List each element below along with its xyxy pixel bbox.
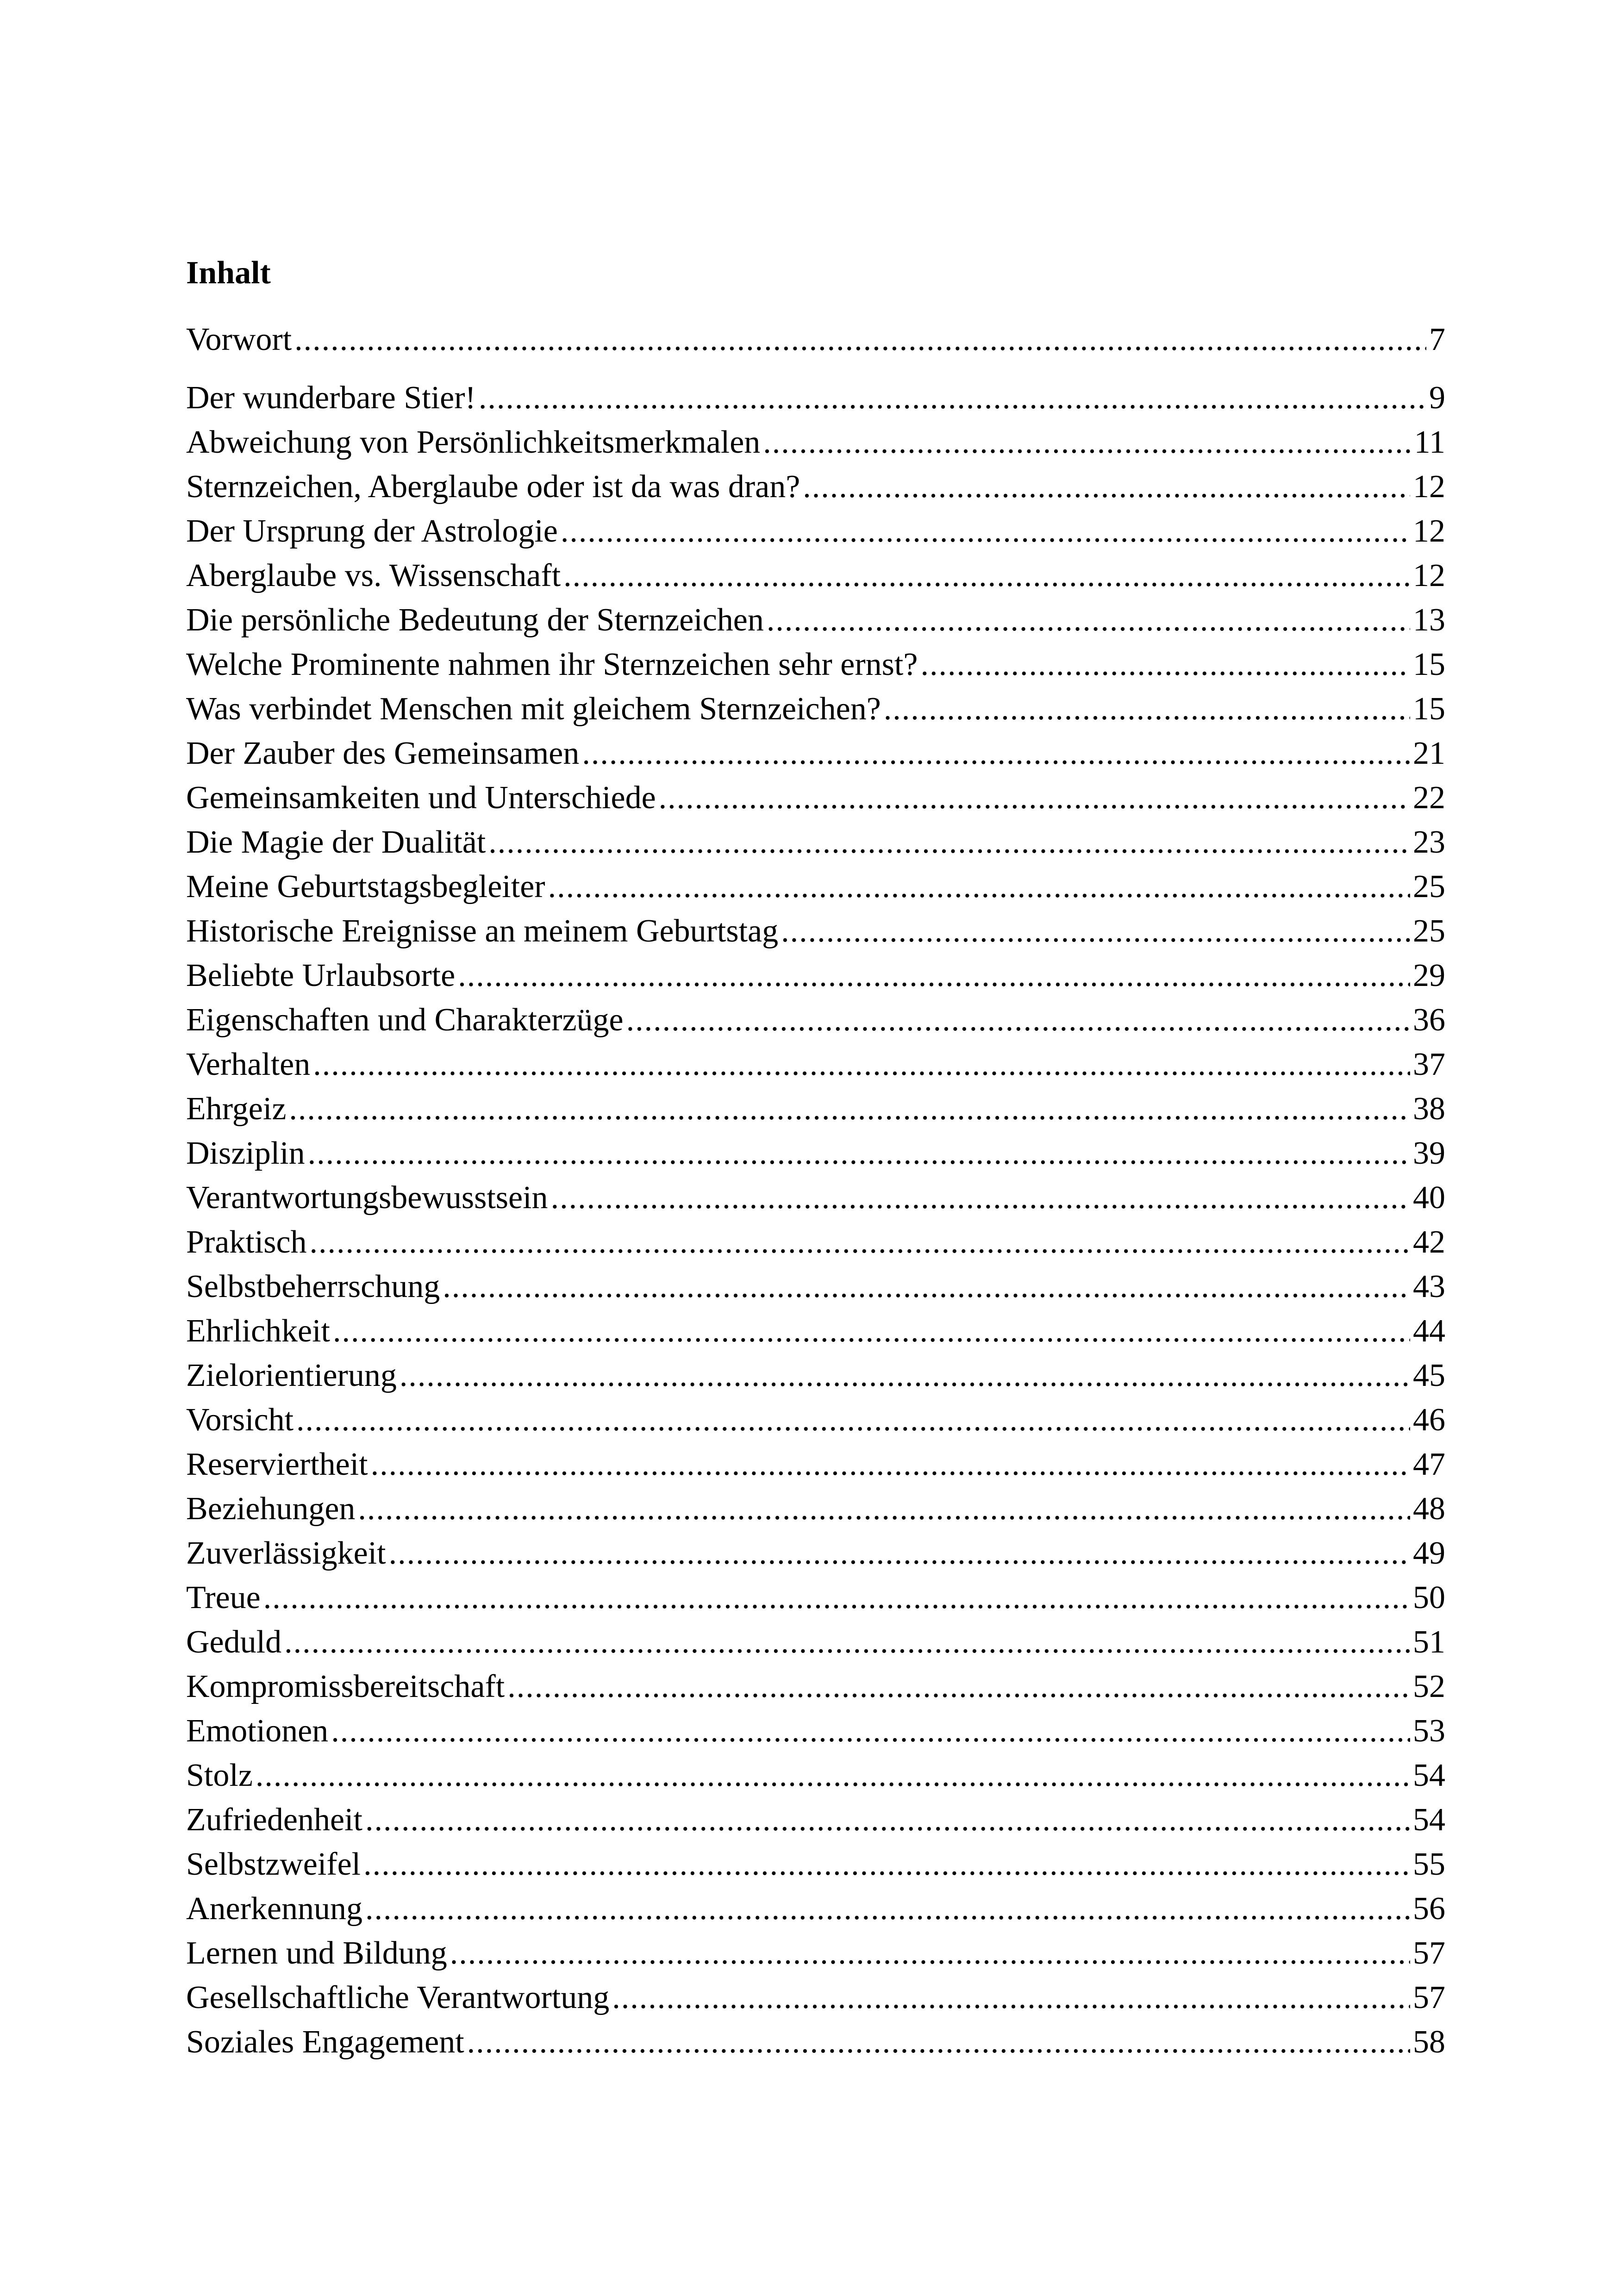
toc-entry-label: Welche Prominente nahmen ihr Sternzeichen sehr ernst?	[186, 647, 918, 682]
toc-entry-page-number: 40	[1413, 1180, 1445, 1216]
toc-entry-page-number: 54	[1413, 1758, 1445, 1793]
toc-entry[interactable]	[186, 2020, 1445, 2064]
dot-leader	[331, 1709, 1410, 1753]
dot-leader	[582, 731, 1410, 776]
toc-entry-page-number: 43	[1413, 1269, 1445, 1304]
toc-entry[interactable]	[186, 1531, 1445, 1576]
toc-entry[interactable]	[186, 776, 1445, 820]
toc-entry-label: Historische Ereignisse an meinem Geburtstag	[186, 913, 779, 949]
dot-leader	[313, 1042, 1410, 1087]
toc-entry[interactable]	[186, 1842, 1445, 1887]
dot-leader	[612, 1976, 1410, 2020]
dot-leader	[659, 776, 1410, 820]
toc-entry-label: Vorsicht	[186, 1402, 294, 1438]
toc-entry-page-number: 45	[1413, 1358, 1445, 1393]
toc-entry[interactable]	[186, 909, 1445, 954]
dot-leader	[763, 420, 1411, 465]
toc-entry-label: Ehrlichkeit	[186, 1313, 331, 1349]
dot-leader	[507, 1665, 1410, 1709]
toc-entry[interactable]	[186, 1798, 1445, 1842]
toc-entry[interactable]	[186, 687, 1445, 731]
toc-entry[interactable]	[186, 318, 1445, 362]
dot-leader	[284, 1620, 1410, 1665]
toc-entry-label: Lernen und Bildung	[186, 1935, 447, 1971]
toc-entry[interactable]	[186, 865, 1445, 909]
toc-entry-label: Meine Geburtstagsbegleiter	[186, 869, 545, 904]
dot-leader	[365, 1798, 1410, 1842]
toc-entry[interactable]	[186, 554, 1445, 598]
dot-leader	[488, 820, 1410, 865]
toc-entry-label: Zielorientierung	[186, 1358, 397, 1393]
toc-entry-label: Kompromissbereitschaft	[186, 1669, 505, 1704]
toc-entry-label: Zuverlässigkeit	[186, 1535, 386, 1571]
dot-leader	[443, 1265, 1410, 1309]
dot-leader	[458, 954, 1410, 998]
toc-entry[interactable]	[186, 376, 1445, 420]
toc-entry-label: Gesellschaftliche Verantwortung	[186, 1980, 610, 2015]
toc-entry[interactable]	[186, 1087, 1445, 1131]
toc-entry[interactable]	[186, 1665, 1445, 1709]
page-title: Inhalt	[186, 255, 271, 291]
toc-entry-page-number: 55	[1413, 1846, 1445, 1882]
dot-leader	[263, 1576, 1410, 1620]
toc-entry-page-number: 22	[1413, 780, 1445, 816]
toc-entry-page-number: 51	[1413, 1624, 1445, 1660]
toc-entry-page-number: 39	[1413, 1135, 1445, 1171]
toc-entry-page-number: 36	[1413, 1002, 1445, 1038]
toc-entry-label: Was verbindet Menschen mit gleichem Sternzeichen?	[186, 691, 881, 727]
toc-entry-label: Selbstzweifel	[186, 1846, 361, 1882]
toc-entry[interactable]	[186, 420, 1445, 465]
toc-entry[interactable]	[186, 1442, 1445, 1487]
toc-entry-page-number: 29	[1413, 958, 1445, 993]
dot-leader	[389, 1531, 1410, 1576]
toc-entry-label: Treue	[186, 1580, 261, 1615]
dot-leader	[358, 1487, 1410, 1531]
toc-entry-page-number: 12	[1413, 558, 1445, 593]
toc-entry-page-number: 57	[1413, 1935, 1445, 1971]
toc-entry-label: Anerkennung	[186, 1891, 363, 1927]
toc-entry-page-number: 58	[1413, 2024, 1445, 2060]
toc-entry-page-number: 9	[1429, 380, 1445, 416]
toc-entry-page-number: 56	[1413, 1891, 1445, 1927]
toc-entry-page-number: 46	[1413, 1402, 1445, 1438]
toc-entry-page-number: 7	[1429, 322, 1445, 357]
toc-entry-label: Eigenschaften und Charakterzüge	[186, 1002, 624, 1038]
toc-entry-page-number: 37	[1413, 1047, 1445, 1082]
toc-entry-label: Zufriedenheit	[186, 1802, 362, 1838]
dot-leader	[884, 687, 1410, 731]
toc-entry-label: Beziehungen	[186, 1491, 356, 1527]
toc-entry-page-number: 15	[1413, 691, 1445, 727]
dot-leader	[563, 554, 1410, 598]
toc-entry-page-number: 52	[1413, 1669, 1445, 1704]
dot-leader	[371, 1442, 1410, 1487]
dot-leader	[289, 1087, 1410, 1131]
toc-entry[interactable]	[186, 1176, 1445, 1220]
dot-leader	[450, 1931, 1410, 1976]
dot-leader	[400, 1353, 1410, 1398]
toc-entry-page-number: 48	[1413, 1491, 1445, 1527]
toc-entry[interactable]	[186, 1620, 1445, 1665]
toc-entry-page-number: 13	[1413, 602, 1445, 638]
toc-entry[interactable]	[186, 598, 1445, 642]
toc-entry[interactable]	[186, 1976, 1445, 2020]
toc-entry[interactable]	[186, 1887, 1445, 1931]
toc-entry-label: Ehrgeiz	[186, 1091, 287, 1127]
toc-entry-label: Beliebte Urlaubsorte	[186, 958, 456, 993]
toc-entry[interactable]	[186, 1487, 1445, 1531]
dot-leader	[803, 465, 1410, 509]
toc-entry-label: Gemeinsamkeiten und Unterschiede	[186, 780, 656, 816]
toc-entry-label: Abweichung von Persönlichkeitsmerkmalen	[186, 424, 761, 460]
toc-entry-label: Der Ursprung der Astrologie	[186, 513, 558, 549]
toc-entry[interactable]	[186, 509, 1445, 554]
dot-leader	[308, 1131, 1410, 1176]
toc-entry-page-number: 38	[1413, 1091, 1445, 1127]
toc-entry-page-number: 25	[1413, 869, 1445, 904]
toc-entry-label: Emotionen	[186, 1713, 329, 1749]
toc-entry[interactable]	[186, 1309, 1445, 1353]
toc-entry[interactable]	[186, 1398, 1445, 1442]
toc-entry-page-number: 54	[1413, 1802, 1445, 1838]
toc-entry-page-number: 15	[1413, 647, 1445, 682]
dot-leader	[363, 1842, 1410, 1887]
toc-entry-label: Disziplin	[186, 1135, 305, 1171]
dot-leader	[626, 998, 1410, 1042]
dot-leader	[781, 909, 1410, 954]
toc-entry[interactable]	[186, 1576, 1445, 1620]
dot-leader	[294, 318, 1426, 362]
toc-entry[interactable]	[186, 954, 1445, 998]
toc-entry-page-number: 23	[1413, 824, 1445, 860]
dot-leader	[551, 1176, 1410, 1220]
toc-entry[interactable]	[186, 998, 1445, 1042]
toc-entry[interactable]	[186, 1709, 1445, 1753]
toc-entry-label: Verhalten	[186, 1047, 311, 1082]
toc-entry[interactable]	[186, 465, 1445, 509]
toc-entry-page-number: 21	[1413, 736, 1445, 771]
toc-entry-label: Der wunderbare Stier!	[186, 380, 476, 416]
dot-leader	[561, 509, 1410, 554]
toc-entry[interactable]	[186, 1931, 1445, 1976]
toc-entry-page-number: 12	[1413, 513, 1445, 549]
toc-entry-label: Aberglaube vs. Wissenschaft	[186, 558, 561, 593]
toc-entry-label: Praktisch	[186, 1224, 307, 1260]
toc-entry[interactable]	[186, 1265, 1445, 1309]
dot-leader	[365, 1887, 1410, 1931]
toc-entry[interactable]	[186, 820, 1445, 865]
toc-entry[interactable]	[186, 1220, 1445, 1265]
toc-entry-page-number: 53	[1413, 1713, 1445, 1749]
toc-entry[interactable]	[186, 1353, 1445, 1398]
dot-leader	[767, 598, 1410, 642]
toc-entry-label: Stolz	[186, 1758, 253, 1793]
toc-entry-page-number: 25	[1413, 913, 1445, 949]
toc-entry[interactable]	[186, 1131, 1445, 1176]
toc-entry-page-number: 50	[1413, 1580, 1445, 1615]
toc-entry-page-number: 57	[1413, 1980, 1445, 2015]
toc-entry-page-number: 47	[1413, 1447, 1445, 1482]
toc-entry[interactable]	[186, 642, 1445, 687]
dot-leader	[548, 865, 1410, 909]
toc-entry[interactable]	[186, 731, 1445, 776]
toc-entry-label: Die persönliche Bedeutung der Sternzeichen	[186, 602, 764, 638]
toc-entry-label: Selbstbeherrschung	[186, 1269, 440, 1304]
toc-entry-label: Sternzeichen, Aberglaube oder ist da was dran?	[186, 469, 800, 505]
toc-entry-label: Verantwortungsbewusstsein	[186, 1180, 548, 1216]
dot-leader	[467, 2020, 1410, 2064]
toc-entry-label: Soziales Engagement	[186, 2024, 464, 2060]
toc-entry[interactable]	[186, 1753, 1445, 1798]
toc-entry-label: Vorwort	[186, 322, 292, 357]
toc-entry-label: Der Zauber des Gemeinsamen	[186, 736, 580, 771]
toc-entry-label: Die Magie der Dualität	[186, 824, 486, 860]
toc-entry-label: Geduld	[186, 1624, 282, 1660]
toc-entry-page-number: 42	[1413, 1224, 1445, 1260]
dot-leader	[296, 1398, 1410, 1442]
toc-entry-page-number: 44	[1413, 1313, 1445, 1349]
dot-leader	[920, 642, 1410, 687]
toc-entry[interactable]	[186, 1042, 1445, 1087]
toc-entry-page-number: 12	[1413, 469, 1445, 505]
toc-entry-page-number: 49	[1413, 1535, 1445, 1571]
dot-leader	[310, 1220, 1410, 1265]
dot-leader	[333, 1309, 1410, 1353]
toc-entry-label: Reserviertheit	[186, 1447, 368, 1482]
dot-leader	[479, 376, 1426, 420]
toc-entry-page-number: 11	[1414, 424, 1445, 460]
dot-leader	[256, 1753, 1410, 1798]
